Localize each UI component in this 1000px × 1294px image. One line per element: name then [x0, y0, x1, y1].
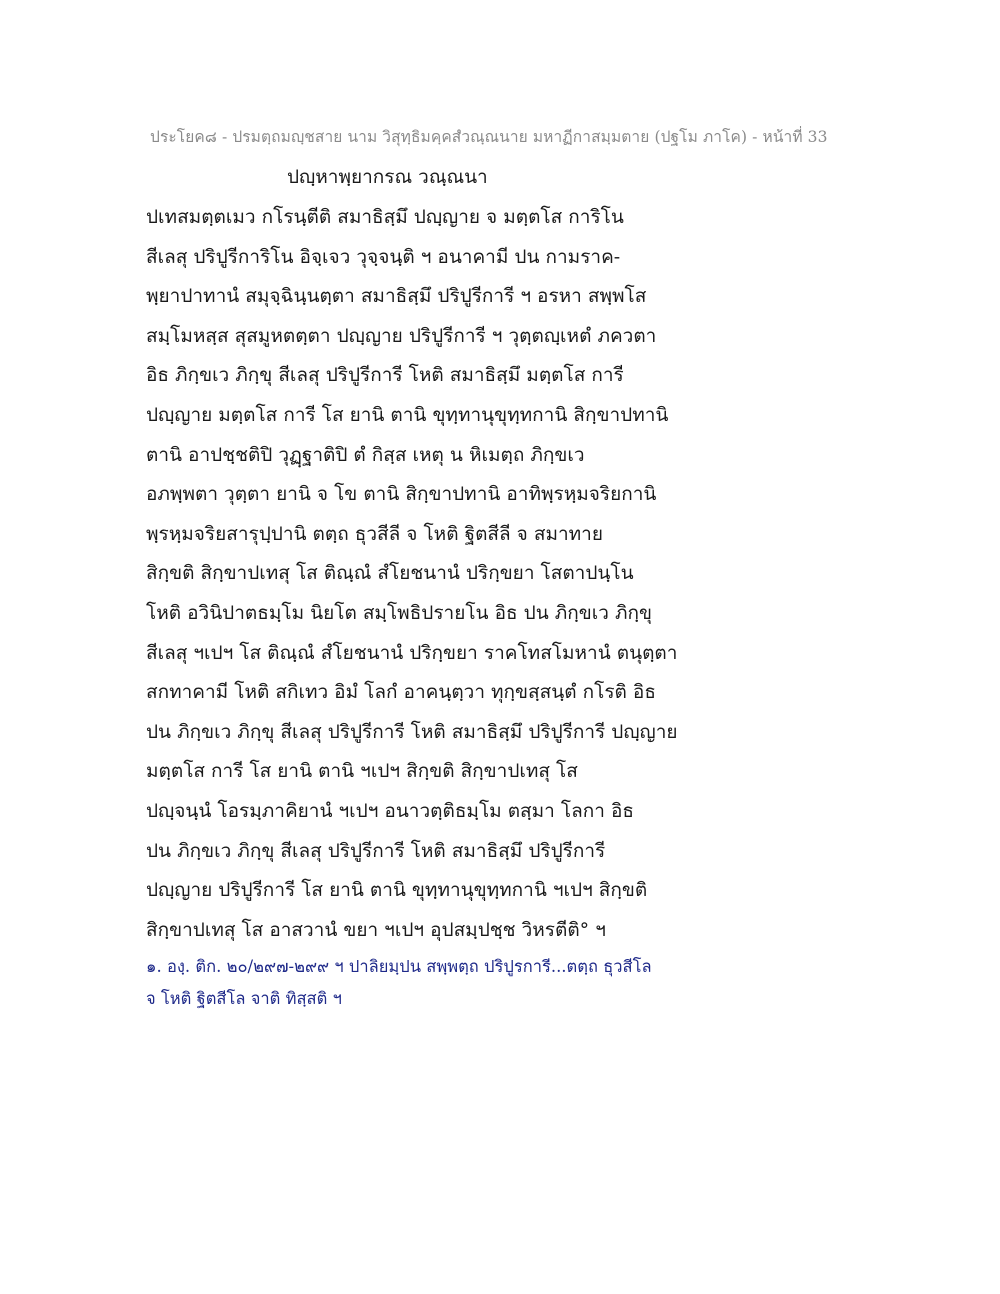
body-line: อิธ ภิกฺขเว ภิกฺขุ สีเลสุ ปริปูรีการี โหติ สมาธิสฺมึ มตฺตโส การี	[146, 364, 624, 387]
body-line: อภพฺพตา วุตฺตา ยานิ จ โข ตานิ สิกฺขาปทานิ อาทิพฺรหฺมจริยกานิ	[146, 483, 657, 506]
section-title: ปญฺหาพฺยากรณ วณฺณนา	[287, 166, 488, 188]
body-line: พฺรหฺมจริยสารุปฺปานิ ตตฺถ ธุวสีลี จ โหติ ฐิตสีลี จ สมาทาย	[146, 522, 603, 545]
body-line: โหติ อวินิปาตธมฺโม นิยโต สมฺโพธิปรายโน อิธ ปน ภิกฺขเว ภิกฺขุ	[146, 601, 652, 624]
body-line: ตานิ อาปชฺชติปิ วุฏฺฐาติปิ ตํ กิสฺส เหตุ น หิเมตฺถ ภิกฺขเว	[146, 443, 585, 466]
running-header: ประโยค๘ - ปรมตฺถมญฺชสาย นาม วิสุทฺธิมคฺคสํวณฺณนาย มหาฏีกาสมฺมตาย (ปฐโม ภาโค) - หน้าที่ 33	[150, 128, 828, 146]
footnote-line: ๑. องฺ. ติก. ๒๐/๒๙๗-๒๙๙ ฯ ปาลิยมฺปน สพฺพตฺถ ปริปูรการี...ตตฺถ ธุวสีโล	[146, 957, 652, 976]
body-line: สีเลสุ ปริปูรีการิโน อิจฺเจว วุจฺจนฺติ ฯ อนาคามี ปน กามราค-	[146, 245, 621, 268]
body-text	[146, 198, 706, 950]
body-line: ปญฺญาย มตฺตโส การี โส ยานิ ตานิ ขุทฺทานุขุทฺทกานิ สิกฺขาปทานิ	[146, 403, 669, 426]
body-line: สกทาคามี โหติ สกิเทว อิมํ โลกํ อาคนฺตฺวา ทุกฺขสฺสนฺตํ กโรติ อิธ	[146, 681, 656, 704]
body-line: พฺยาปาทานํ สมุจฺฉินฺนตฺตา สมาธิสฺมึ ปริปูรีการี ฯ อรหา สพฺพโส	[146, 285, 647, 308]
footnotes	[146, 951, 706, 1015]
body-line: ปญฺญาย ปริปูรีการี โส ยานิ ตานิ ขุทฺทานุขุทฺทกานิ ฯเปฯ สิกฺขติ	[146, 879, 648, 902]
body-line: ปเทสมตฺตเมว กโรนฺตีติ สมาธิสฺมึ ปญฺญาย จ มตฺตโส การิโน	[146, 206, 624, 228]
body-line: ปน ภิกฺขเว ภิกฺขุ สีเลสุ ปริปูรีการี โหติ สมาธิสฺมึ ปริปูรีการี	[146, 839, 606, 862]
body-line: สิกฺขติ สิกฺขาปเทสุ โส ติณฺณํ สํโยชนานํ ปริกฺขยา โสตาปนฺโน	[146, 562, 634, 585]
body-line: มตฺตโส การี โส ยานิ ตานิ ฯเปฯ สิกฺขติ สิกฺขาปเทสุ โส	[146, 760, 578, 783]
body-line: ปน ภิกฺขเว ภิกฺขุ สีเลสุ ปริปูรีการี โหติ สมาธิสฺมึ ปริปูรีการี ปญฺญาย	[146, 720, 678, 743]
footnote-line: จ โหติ ฐิตสีโล จาติ ทิสฺสติ ฯ	[146, 989, 342, 1008]
body-line: ปญฺจนฺนํ โอรมฺภาคิยานํ ฯเปฯ อนาวตฺติธมฺโม ตสฺมา โลกา อิธ	[146, 799, 634, 822]
body-line: สมฺโมหสฺส สุสมูหตตฺตา ปญฺญาย ปริปูรีการี ฯ วุตฺตญฺเหตํ ภควตา	[146, 324, 657, 347]
body-line: สีเลสุ ฯเปฯ โส ติณฺณํ สํโยชนานํ ปริกฺขยา ราคโทสโมหานํ ตนุตฺตา	[146, 641, 678, 664]
body-line: สิกฺขาปเทสุ โส อาสวานํ ขยา ฯเปฯ อุปสมฺปชฺช วิหรตีติ° ฯ	[146, 918, 606, 941]
